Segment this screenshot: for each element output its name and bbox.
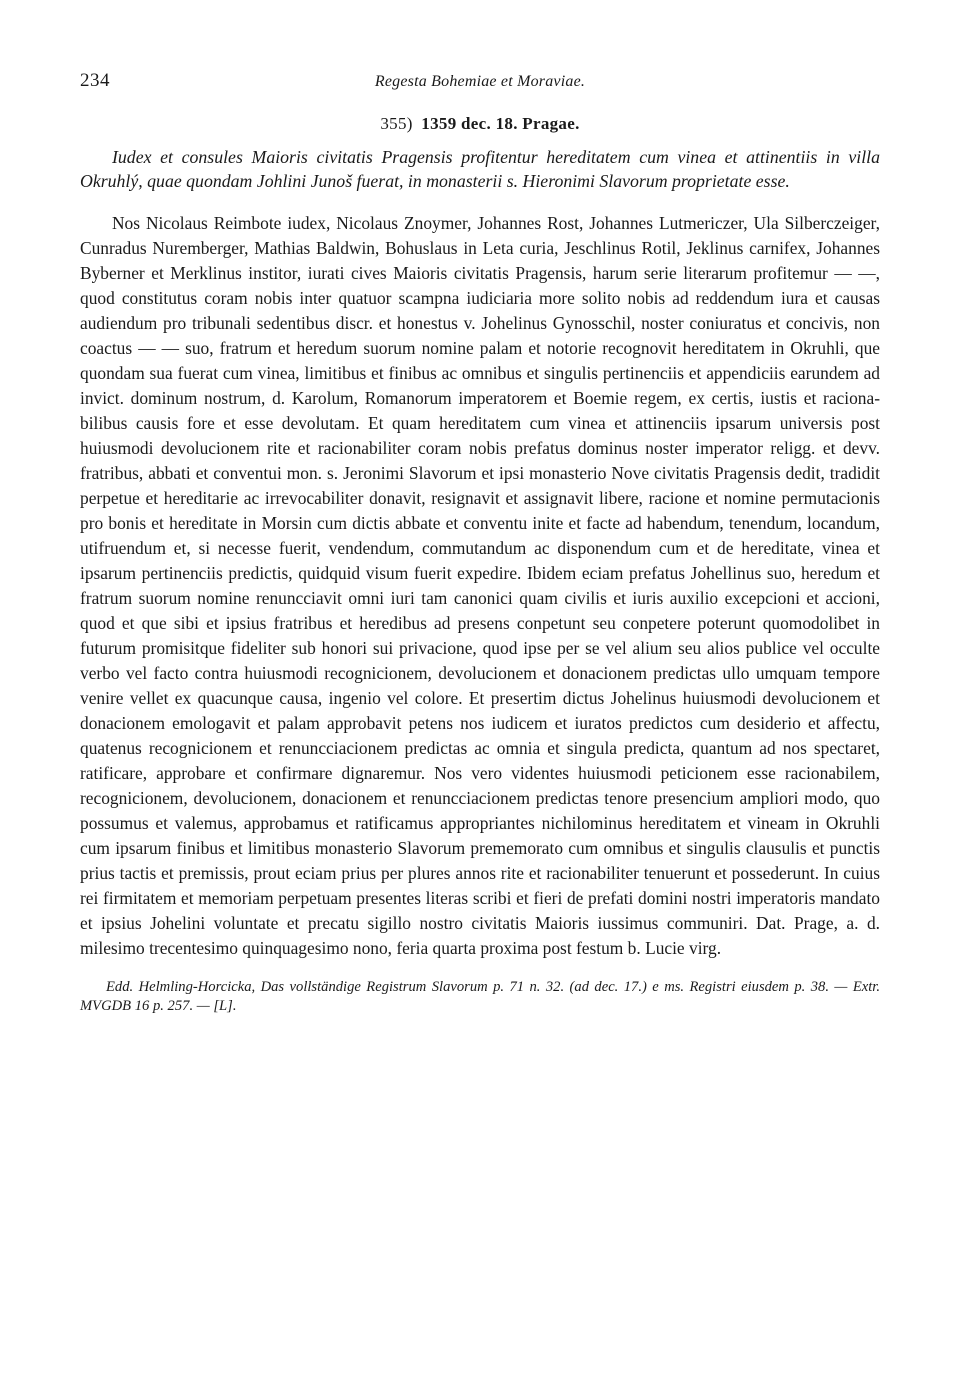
- document-page: [80, 70, 880, 1031]
- running-header: [80, 70, 880, 100]
- page-number: 234: [80, 70, 110, 91]
- running-title: Regesta Bohemiae et Moraviae.: [374, 73, 586, 90]
- editions-note: Edd. Helmling-Horcicka, Das vollständige Registrum Slavorum p. 71 n. 32. (ad dec. 17.) e ms. Registri eiusdem p. 38. — Extr. MVGDB 16 p. 257. — [L].: [80, 979, 880, 1015]
- charter-text: Nos Nicolaus Reimbote iudex, Nicolaus Znoymer, Johannes Rost, Johannes Lutmericzer, Ula Silberczeiger, Cunradus Nuremberger, Mathias Baldwin, Bohuslaus in Leta curia, Jeschlinus Rotil, Jeklinus carnifex, Johannes Byberner et Merklinus institor, iurati cives Maioris civitatis Pragensis, harum serie literarum profitemur — —, quod constitutus coram nobis inter quatuor scampna iudiciaria more solito nobis ad reddendum iura et causas audiendum pro tribunali sedentibus discr. et honestus v. Johelinus Gynosschil, noster coniuratus et concivis, non coactus — — suo, fratrum et heredum suorum nomine palam et notorie recognovit hereditatem in Okruhli, que quondam sua fuerat cum vinea, limitibus et finibus ac omnibus et singulis pertinenciis et appendiciis earundem ad invict. dominum nostrum, d. Karolum, Romanorum imperatorem et Boemie regem, ex certis, iustis et racionabilibus causis fore et esse devolutam. Et quam hereditatem cum vinea et attinenciis ipsarum universis post huiusmodi devolucionem rite et racionabiliter coram nobis prefatus dominus noster imperator religg. et devv. fratribus, abbati et conventui mon. s. Jeronimi Slavorum et ipsi monasterio Nove civitatis Pragensis dedit, tradidit perpetue et hereditarie ac irrevocabiliter donavit, resignavit et assignavit libere, racione et nomine permutacionis pro bonis et hereditate in Morsin cum dictis abbate et conventu inite et facte ad habendum, tenendum, locandum, utifruendum et, si necesse fuerit, vendendum, commutandum ac disponendum cum et de hereditate, vinea et ipsarum pertinenciis predictis, quidquid visum fuerit expedire. Ibidem eciam prefatus Johellinus suo, heredum et fratrum suorum nomine renuncciavit omni iuri tam canonici quam civilis et iuris auxilio excepcioni et accioni, quod et que sibi et ipsius fratribus et heredibus ad presens conpetunt seu conpetere poterunt quomodolibet in futurum promisitque fideliter sub honori sui privacione, quod ipse per se vel alium seu alios publice vel occulte verbo vel facto contra huiusmodi recognicionem, devolucionem et donacionem predictas ullo umquam tempore venire vellet ex quacunque causa, ingenio vel colore. Et presertim dictus Johelinus huiusmodi devolucionem et donacionem emologavit et palam approbavit petens nos iudicem et iuratos predictos cum desiderio et affectu, quatenus recognicionem et renuncciacionem predictas ac omnia et singula predicta, quantum ad nos spectaret, ratificare, approbare et confirmare dignaremur. Nos vero videntes huiusmodi peticionem esse racionabilem, recognicionem, devolucionem, donacionem et renuncciacionem predictas tenore presencium ampliori modo, quo possumus et valemus, approbamus et ratificamus appropriantes nichilominus hereditatem et vineam in Okruhli cum ipsarum finibus et limitibus monasterio Slavorum prememorato cum omnibus et singulis clausulis et punctis prius tactis et premissis, prout eciam prius per plures annos rite et racionabiliter tenuerunt et possederunt. In cuius rei firmitatem et memoriam perpetuam presentes literas scribi et fieri de prefati domini nostri imperatoris mandato et ipsius Johelini voluntate et precatu sigillo nostro civitatis Maioris iussimus communiri. Dat. Prage, a. d. milesimo trecentesimo quinquagesimo nono, feria quarta proxima post festum b. Lucie virg.: [80, 212, 880, 958]
- date-place: 1359 dec. 18. Pragae.: [421, 114, 580, 133]
- entry-number: 355): [380, 114, 413, 133]
- document-heading: [80, 114, 880, 134]
- regest-summary: Iudex et consules Maioris civitatis Pragensis profitentur hereditatem cum vinea et attinentiis in villa Okruhlý, quae quondam Johlini Junoš fuerat, in monasterii s. Hieronimi Slavorum proprietate esse.: [80, 147, 880, 191]
